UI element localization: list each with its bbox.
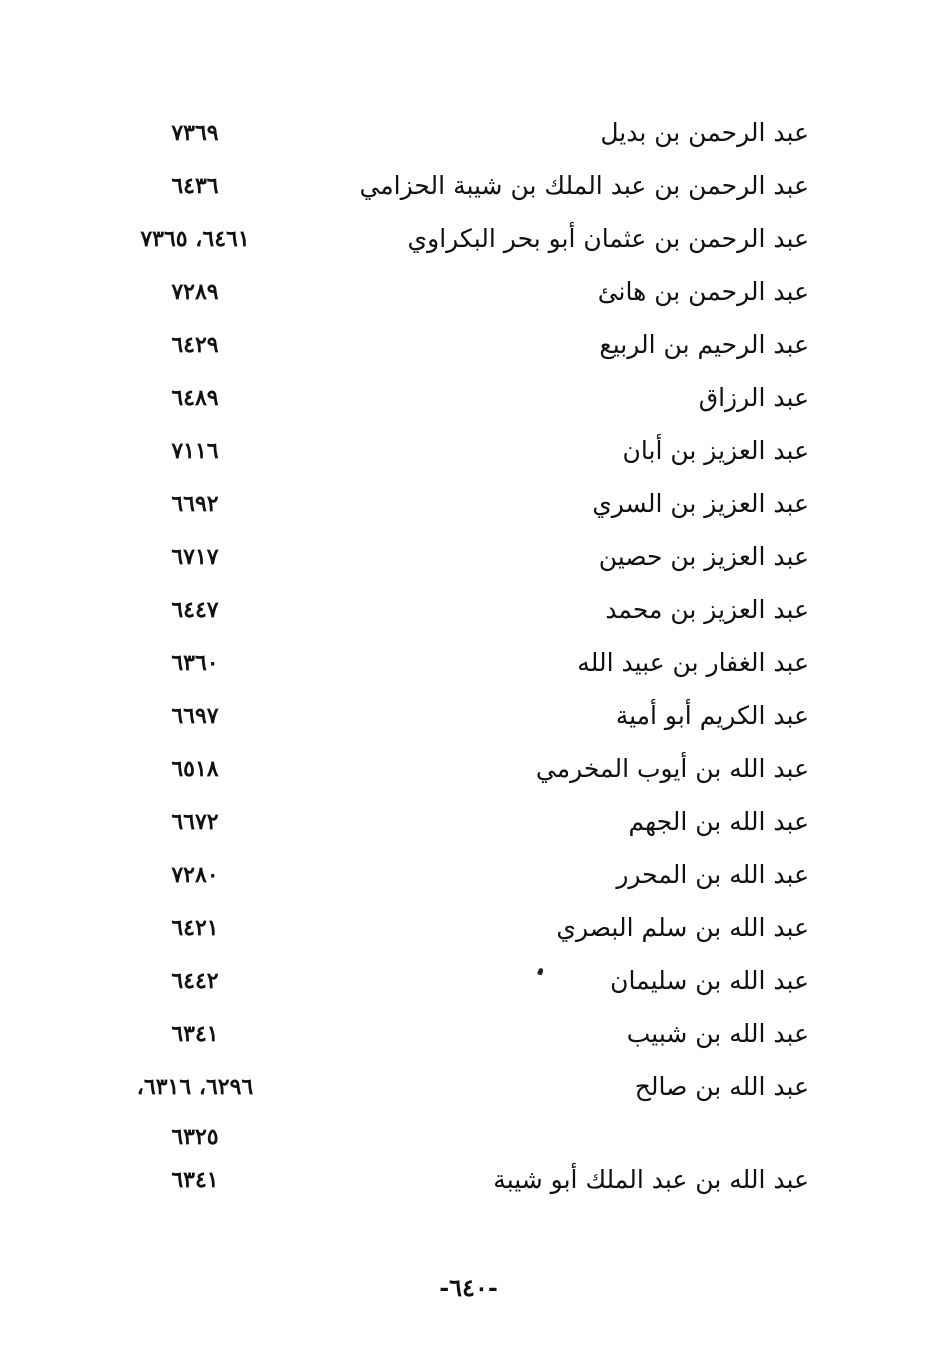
page-number: -٦٤٠-: [439, 1273, 498, 1302]
entry-references: ٦٥١٨: [171, 756, 219, 782]
index-entry: [0, 797, 937, 849]
entry-name: عبد الكريم أبو أمية: [615, 701, 809, 730]
index-entry: [0, 479, 937, 531]
index-entry: [0, 267, 937, 319]
entry-references: ٧٢٨٠: [171, 862, 219, 888]
name-index-list: [0, 108, 937, 1218]
entry-name: عبد الرحمن بن بديل: [600, 118, 809, 147]
entry-name: عبد العزيز بن أبان: [622, 436, 809, 465]
index-entry: [0, 585, 937, 637]
entry-references: ٦٤٤٢: [171, 968, 219, 994]
entry-references: ٧٢٨٩: [171, 279, 219, 305]
index-entry: [0, 426, 937, 478]
entry-references: ٦٤٤٧: [171, 597, 219, 623]
entry-name: عبد الله بن سلم البصري: [556, 913, 809, 942]
index-entry: [0, 691, 937, 743]
index-entry: [0, 638, 937, 690]
entry-references: ٦٦٩٧: [171, 703, 219, 729]
entry-name: عبد الرحمن بن هانئ: [597, 277, 809, 306]
entry-references: ٦٤٢٩: [171, 332, 219, 358]
index-entry: [0, 108, 937, 160]
index-entry: [0, 373, 937, 425]
entry-name: عبد الغفار بن عبيد الله: [577, 648, 809, 677]
entry-references: ٦٦٩٢: [171, 491, 219, 517]
entry-references: ٦٤٣٦: [171, 173, 219, 199]
entry-name: عبد الله بن عبد الملك أبو شيبة: [493, 1165, 809, 1194]
entry-name: عبد العزيز بن محمد: [605, 595, 809, 624]
index-entry: [0, 1062, 937, 1114]
entry-references: ٦٣٤١: [171, 1167, 219, 1193]
entry-references: ٦٤٢١: [171, 915, 219, 941]
entry-references: ٦٣٢٥: [171, 1124, 219, 1150]
entry-references: ٧٣٦٩: [171, 120, 219, 146]
entry-name: عبد الله بن صالح: [634, 1072, 809, 1101]
entry-name: عبد العزيز بن السري: [592, 489, 809, 518]
index-entry: [0, 161, 937, 213]
entry-name: عبد الله بن شبيب: [626, 1019, 809, 1048]
entry-name: عبد الرحيم بن الربيع: [599, 330, 809, 359]
entry-references: ٧١١٦: [171, 438, 219, 464]
entry-references: ٦٢٩٦، ٦٣١٦،: [136, 1074, 254, 1100]
entry-name: عبد العزيز بن حصين: [598, 542, 809, 571]
entry-name: عبد الله بن المحرر: [616, 860, 809, 889]
entry-references: ٦٤٨٩: [171, 385, 219, 411]
index-entry: [0, 532, 937, 584]
entry-references: ٦٧١٧: [171, 544, 219, 570]
index-entry: [0, 214, 937, 266]
index-entry: [0, 744, 937, 796]
entry-name: عبد الرحمن بن عثمان أبو بحر البكراوي: [407, 224, 809, 253]
entry-references: ٦٣٦٠: [171, 650, 219, 676]
entry-name: عبد الله بن الجهم: [628, 807, 809, 836]
entry-name: عبد الله بن أيوب المخرمي: [535, 754, 809, 783]
entry-references: ٦٤٦١، ٧٣٦٥: [140, 226, 250, 252]
index-entry: [0, 850, 937, 902]
entry-references: ٦٣٤١: [171, 1021, 219, 1047]
entry-references: ٦٦٧٢: [171, 809, 219, 835]
entry-name: عبد الرحمن بن عبد الملك بن شيبة الحزامي: [359, 171, 809, 200]
index-entry: [0, 1155, 937, 1207]
entry-name: عبد الله بن سليمان: [610, 966, 809, 995]
entry-name: عبد الرزاق: [698, 383, 809, 412]
index-entry: [0, 320, 937, 372]
index-entry: [0, 1009, 937, 1061]
index-entry: [0, 903, 937, 955]
index-entry: [0, 956, 937, 1008]
